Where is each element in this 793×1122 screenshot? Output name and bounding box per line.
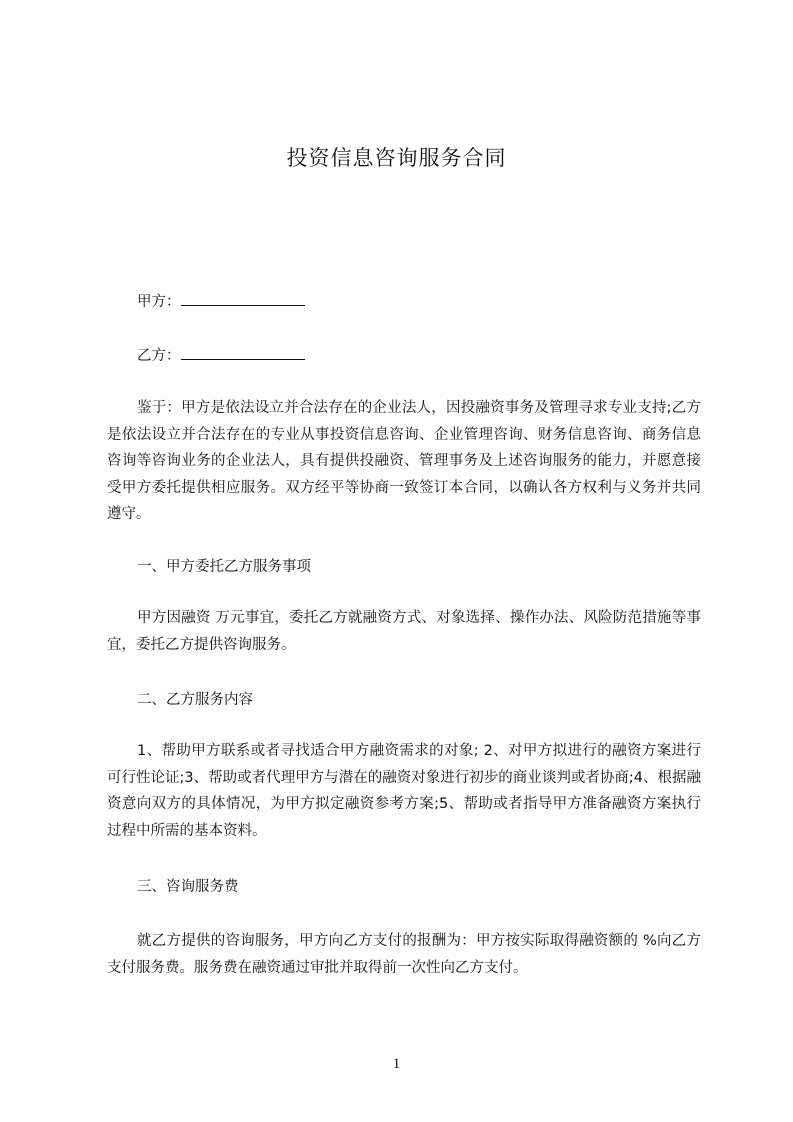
party-b-field [137,344,305,365]
party-a-field [137,290,305,311]
party-a-label: 甲方： [137,294,181,310]
section-heading-2: 二、乙方服务内容 [137,692,253,708]
section-body-3: 就乙方提供的咨询服务，甲方向乙方支付的报酬为：甲方按实际取得融资额的 %向乙方支付服务费。服务费在融资通过审批并取得前一次性向乙方支付。 [107,933,701,976]
document-title: 投资信息咨询服务合同 [286,146,507,170]
page-number: 1 [392,1056,401,1072]
section-heading-1: 一、甲方委托乙方服务事项 [137,559,311,575]
section-heading-3: 三、咨询服务费 [137,879,239,895]
preamble-paragraph: 鉴于：甲方是依法设立并合法存在的企业法人，因投融资事务及管理寻求专业支持;乙方是依法设立并合法存在的专业从事投资信息咨询、企业管理咨询、财务信息咨询、商务信息咨询等咨询业务的企业法人，具有提供投融资、管理事务及上述咨询服务的能力，并愿意接受甲方委托提供相应服务。双方经平等协商一致签订本合同，以确认各方权利与义务并共同遵守。 [107,400,701,522]
party-b-label: 乙方： [137,348,181,364]
section-body-1: 甲方因融资 万元事宜，委托乙方就融资方式、对象选择、操作办法、风险防范措施等事宜，委托乙方提供咨询服务。 [107,610,701,653]
party-b-blank [181,345,305,360]
party-a-blank [181,291,305,306]
section-body-2: 1、帮助甲方联系或者寻找适合甲方融资需求的对象; 2、对甲方拟进行的融资方案进行可行性论证;3、帮助或者代理甲方与潜在的融资对象进行初步的商业谈判或者协商;4、根据融资意向双方的具体情况，为甲方拟定融资参考方案;5、帮助或者指导甲方准备融资方案执行过程中所需的基本资料。 [107,743,701,839]
